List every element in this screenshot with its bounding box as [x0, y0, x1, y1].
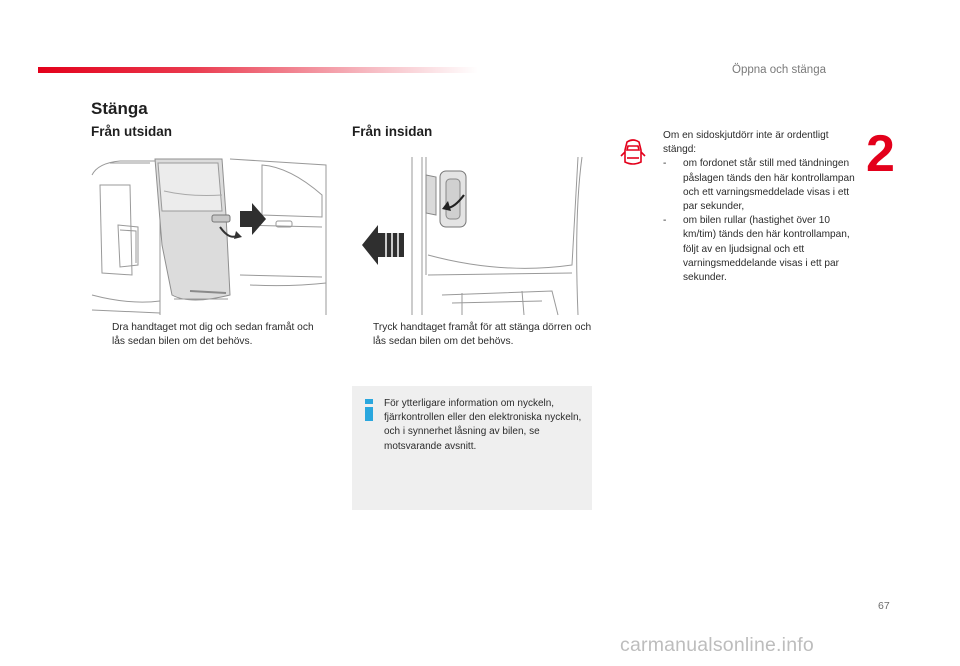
- page-heading: Stänga: [91, 99, 148, 118]
- watermark: carmanualsonline.info: [620, 634, 814, 656]
- warning-item-text: om bilen rullar (hastighet över 10 km/tim) tänds den här kontrollampan, följt av en ljudsignal och ett varningsmeddelande visas i ett par sekunder.: [683, 215, 850, 284]
- info-icon: [363, 399, 375, 421]
- instruction-outside-text: Dra handtaget mot dig och sedan framåt och lås sedan bilen om det behövs.: [112, 322, 314, 347]
- list-dash: -: [663, 158, 667, 170]
- instruction-inside-text: Tryck handtaget framåt för att stänga dörren och lås sedan bilen om det behövs.: [373, 322, 592, 347]
- inside-door-illustration: [352, 155, 588, 317]
- warning-intro: Om en sidoskjutdörr inte är ordentligt stängd:: [663, 130, 829, 156]
- instruction-outside: [91, 321, 331, 351]
- info-box: [352, 386, 592, 510]
- info-text: För ytterligare information om nyckeln, fjärrkontrollen eller den elektroniska nyckeln, och i synnerhet låsning av bilen, se motsvarande avsnitt.: [384, 398, 582, 452]
- instruction-inside: [352, 321, 592, 351]
- chapter-color-bar: [38, 67, 478, 73]
- open-door-warning-icon: [620, 138, 646, 168]
- list-dash: -: [663, 215, 667, 227]
- heading-outside: Från utsidan: [91, 124, 173, 139]
- warning-item-text: om fordonet står still med tändningen påslagen tänds den här kontrollampan och ett varningsmeddelade visas i ett par sekunder,: [683, 158, 855, 213]
- warning-item: [663, 157, 863, 214]
- heading-inside: Från insidan: [352, 124, 433, 139]
- page-number: 67: [878, 600, 890, 612]
- warning-text: [663, 129, 863, 285]
- chapter-number: 2: [866, 125, 895, 183]
- outside-door-illustration: [90, 155, 330, 317]
- section-title: Öppna och stänga: [732, 64, 826, 76]
- warning-item: [663, 214, 863, 285]
